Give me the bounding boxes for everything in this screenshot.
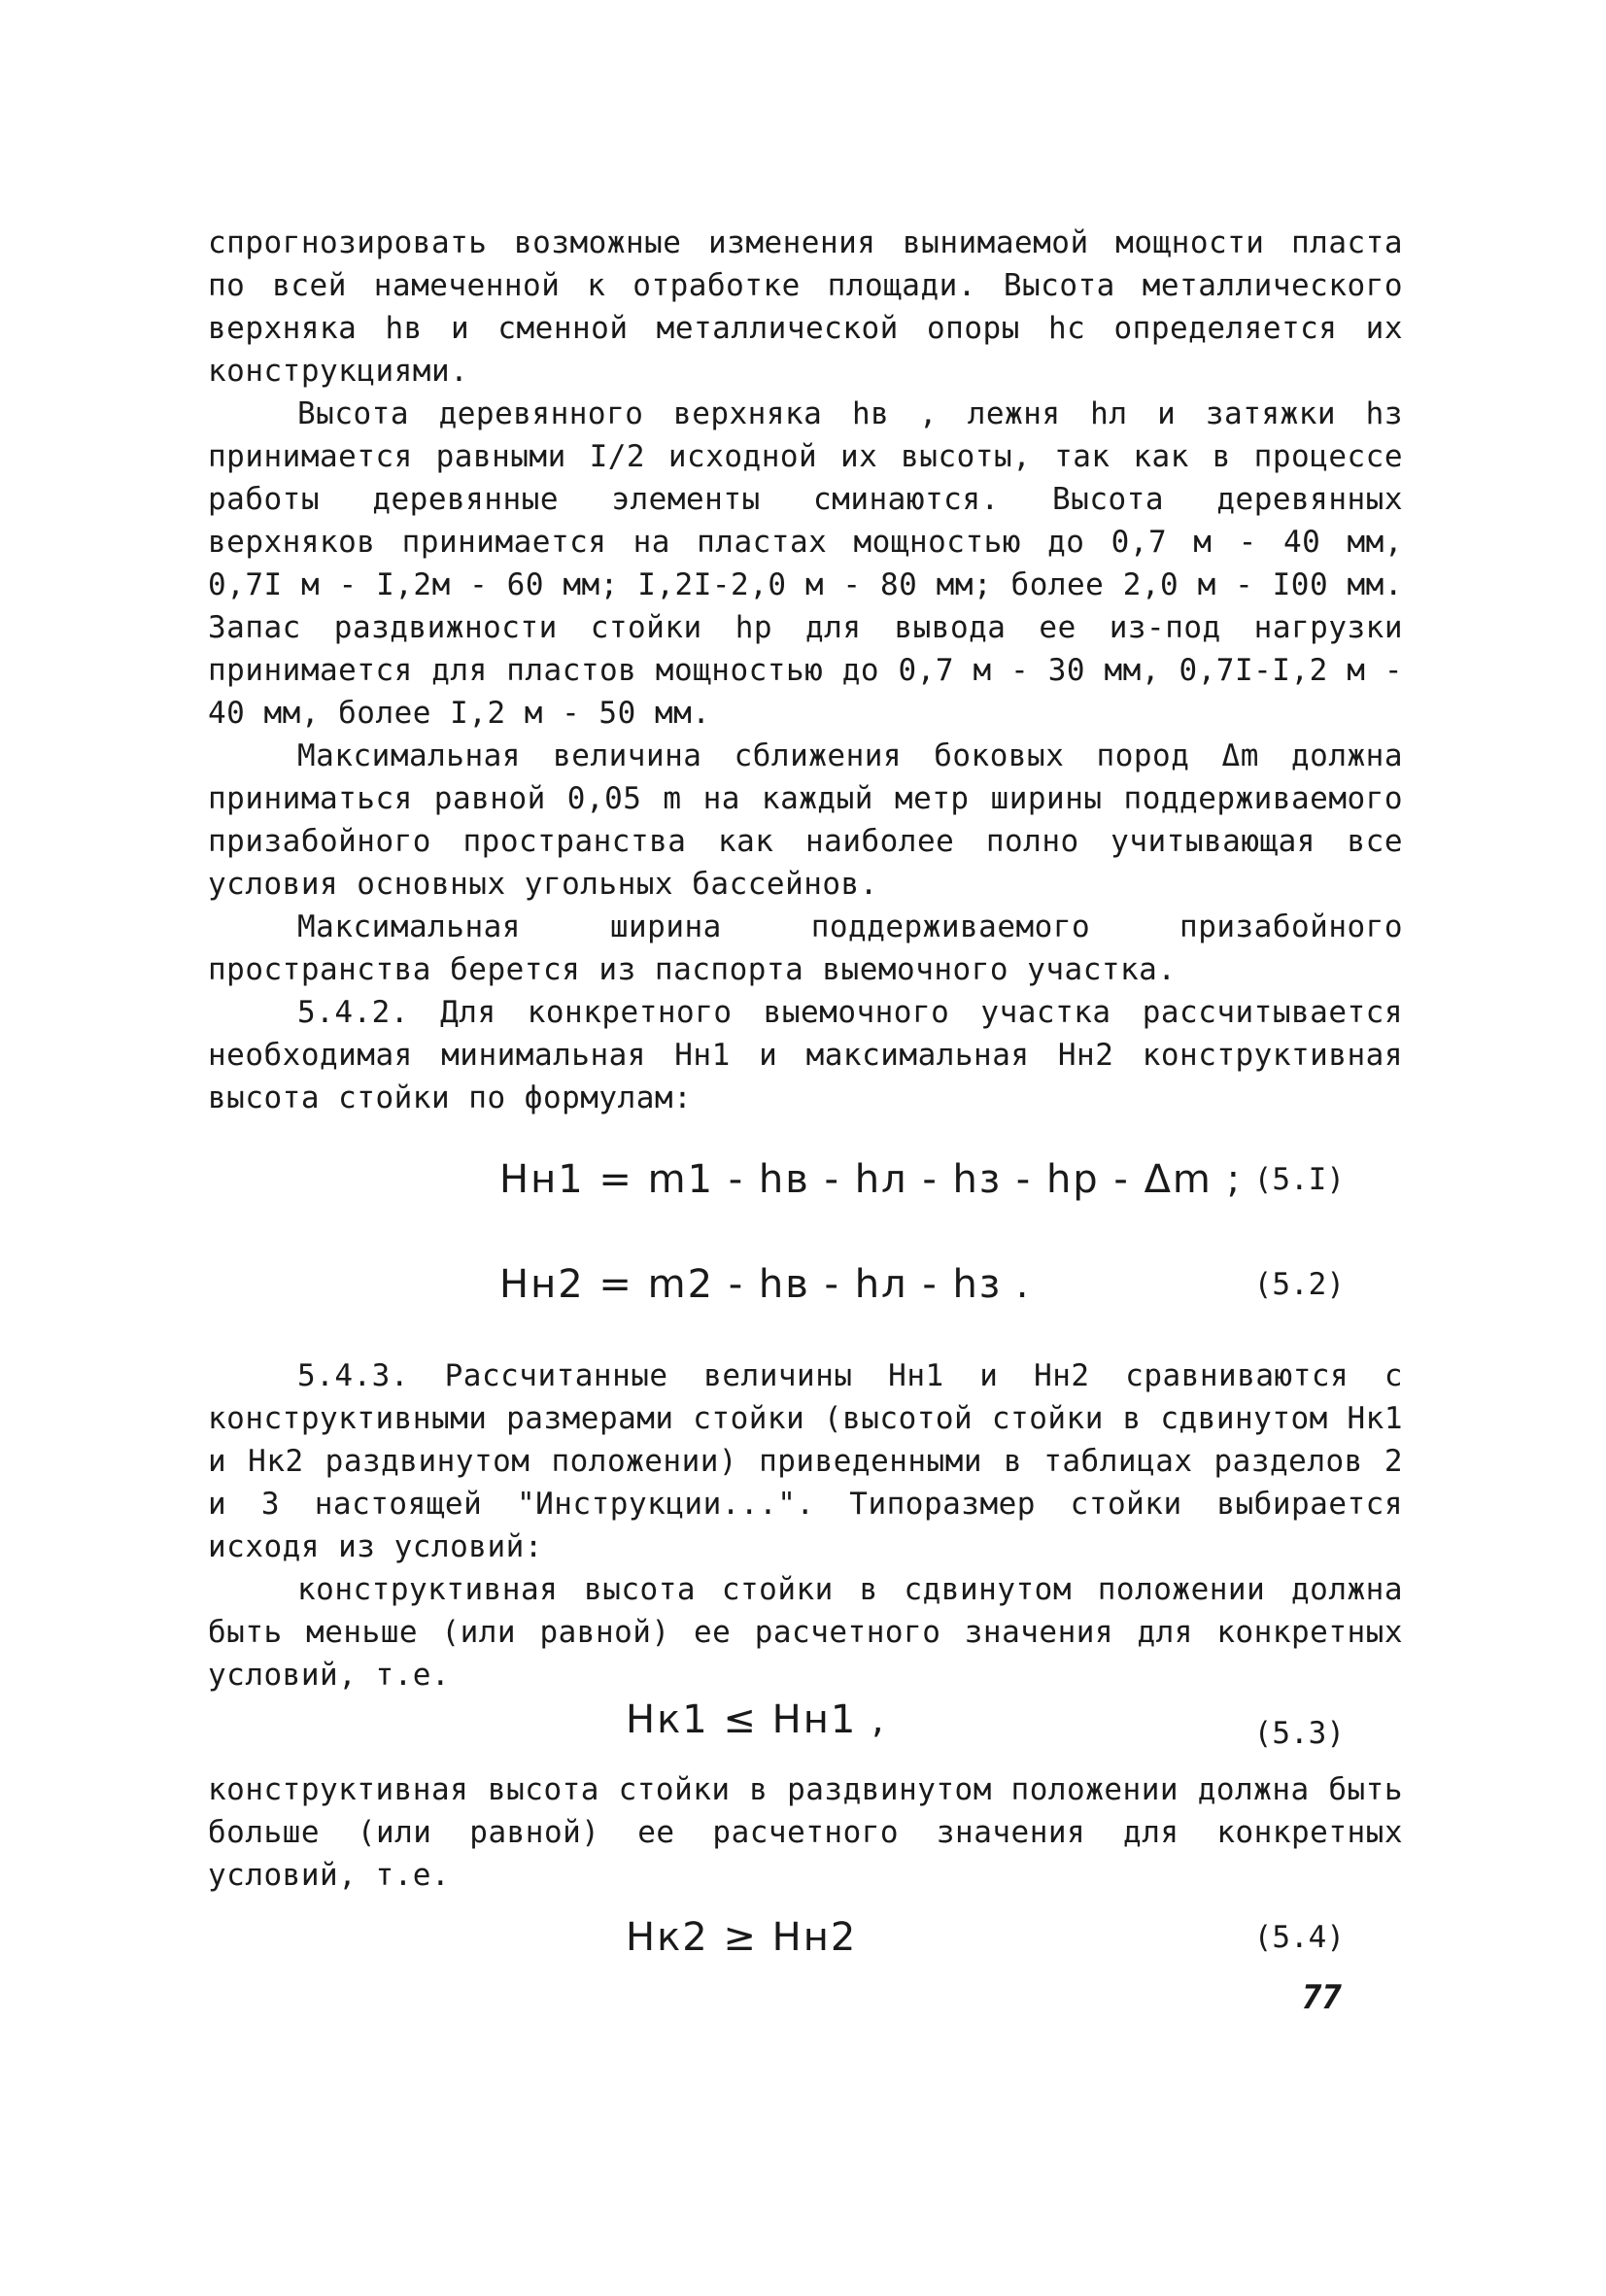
equation-number-5-4: (5.4) [1253,1920,1345,1955]
formula-5-1: Hн1 = m1 - hв - hл - hз - hр - Δm ; [499,1157,1243,1202]
formula-5-4-row [208,1908,1403,1967]
equation-number-5-2: (5.2) [1253,1267,1345,1302]
formula-5-3: Hк1 ≤ Hн1 , [626,1697,886,1742]
paragraph-convergence: Максимальная величина сближения боковых пород Δm должна приниматься равной 0,05 m на каждый метр ширины поддерживаемого призабойного пространства как наиболее полно учитывающая все условия основных угольных бассейнов. [208,738,1403,902]
formula-5-4: Hк2 ≥ Hн2 [626,1915,858,1960]
text-section-mid [208,1354,1403,1696]
paragraph-condition-2: конструктивная высота стойки в раздвинутом положении должна быть больше (или равной) ее расчетного значения для конкретных условий, т.е. [208,1772,1403,1893]
paragraph-condition-1: конструктивная высота стойки в сдвинутом положении должна быть меньше (или равной) ее расчетного значения для конкретных условий, т.е. [208,1572,1403,1693]
equation-number-5-3: (5.3) [1253,1716,1345,1751]
page-number: 77 [1302,1978,1342,2017]
text-section-bottom [208,1768,1403,1897]
paragraph-5-4-2: 5.4.2. Для конкретного выемочного участка рассчитывается необходимая минимальная Hн1 и максимальная Hн2 конструктивная высота стойки по формулам: [208,995,1403,1115]
text-section-top [208,222,1403,1119]
formula-5-2: Hн2 = m2 - hв - hл - hз . [499,1262,1031,1307]
paragraph-intro: спрогнозировать возможные изменения вынимаемой мощности пласта по всей намеченной к отработке площади. Высота металлического верхняка hв и сменной металлической опоры hс определяется их конструкциями. [208,225,1403,389]
formula-5-1-row [208,1150,1403,1209]
paragraph-wood-heights: Высота деревянного верхняка hв , лежня hл и затяжки hз принимается равными I/2 исходной их высоты, так как в процессе работы деревянные элементы сминаются. Высота деревянных верхняков принимается на пластах мощностью до 0,7 м - 40 мм, 0,7I м - I,2м - 60 мм; I,2I-2,0 м - 80 мм; более 2,0 м - I00 мм. Запас раздвижности стойки hр для вывода ее из-под нагрузки принимается для пластов мощностью до 0,7 м - 30 мм, 0,7I-I,2 м - 40 мм, более I,2 м - 50 мм. [208,396,1403,731]
equation-number-5-1: (5.I) [1253,1162,1345,1197]
paragraph-5-4-3: 5.4.3. Рассчитанные величины Hн1 и Hн2 сравниваются с конструктивными размерами стойки (высотой стойки в сдвинутом Hк1 и Hк2 раздвинутом положении) приведенными в таблицах разделов 2 и 3 настоящей "Инструкции...". Типоразмер стойки выбирается исходя из условий: [208,1358,1403,1564]
paragraph-max-width: Максимальная ширина поддерживаемого призабойного пространства берется из паспорта выемочного участка. [208,909,1403,987]
formula-5-2-row [208,1255,1403,1314]
formula-5-3-row [208,1691,1403,1749]
